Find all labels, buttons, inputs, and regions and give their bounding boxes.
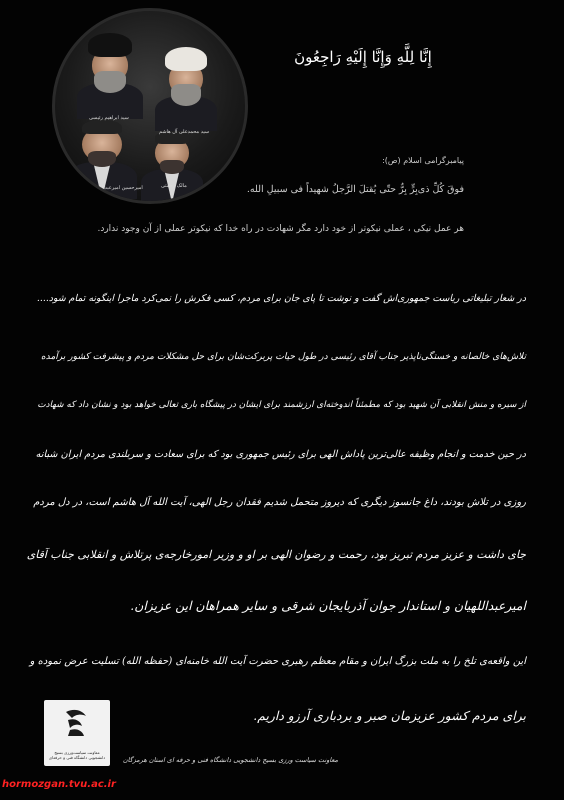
body-line-3: از سیره و منش انقلابی آن شهید بود که مطمئناً اندوخته‌ای ارزشمند برای ایشان در پیشگاه باری تعالی خواهد بود و نشان داد که شهادت: [37, 400, 526, 410]
photo-caption-2: سید محمدعلی آل هاشم: [159, 129, 210, 135]
body-line-4: در حین خدمت و انجام وظیفه عالی‌ترین پاداش الهی برای رئیس جمهوری بود که برای سعادت و سربلندی مردم ایران شبانه: [35, 449, 526, 460]
photo-caption-3: امیرحسین امیرعبداللهیان: [91, 185, 143, 191]
footer-url[interactable]: hormozgan.tvu.ac.ir: [2, 779, 116, 790]
portrait-raisi: [77, 33, 143, 119]
hadith-persian: هر عمل نیکی ، عملی نیکوتر از خود دارد مگر شهادت در راه خدا که نیکوتر عملی از آن وجود ندارد.: [97, 224, 464, 234]
basij-logo: [44, 700, 110, 766]
logo-emblem-icon: [60, 708, 92, 738]
photo-caption-4: مالک رحمتی: [161, 183, 187, 189]
body-line-8: این واقعه‌ی تلخ را به ملت بزرگ ایران و مقام معظم رهبری حضرت آیت الله خامنه‌ای (حفظه الله) تسلیت عرض نموده و: [29, 656, 526, 667]
portrait-rahmati: [141, 123, 203, 203]
logo-text: معاونت سیاست‌ورزی بسیج دانشجویی دانشگاه فنی و حرفه‌ای: [48, 750, 106, 760]
body-line-6: جای داشت و عزیز مردم تبریز بود، رحمت و رضوان الهی بر او و وزیر امورخارجه‌ی پرتلاش و انقلابی جناب آقای: [26, 548, 526, 561]
body-line-1: در شعار تبلیغاتی ریاست جمهوری‌اش گفت و نوشت تا پای جان برای مردم، کسی فکرش را نمی‌کرد ماجرا اینگونه تمام شود....: [36, 293, 526, 304]
body-line-5: روزی در تلاش بودند، داغ جانسوز دیگری که دیروز متحمل شدیم فقدان رجل الهی، آیت الله آل هاشم است، در دل مردم: [33, 497, 526, 508]
martyrs-photo-circle: [52, 8, 248, 204]
hadith-source: پیامبرگرامی اسلام (ص):: [382, 156, 464, 165]
body-line-9: برای مردم کشور عزیزمان صبر و بردباری آرزو داریم.: [253, 708, 526, 723]
quran-verse: إِنَّا لِلَّهِ وَإِنَّا إِلَيْهِ رَاجِعُونَ: [294, 48, 432, 66]
photo-caption-1: سید ابراهیم رئیسی: [89, 115, 129, 121]
hadith-arabic: فوقَ کُلِّ ذی‌بِرٍّ بِرٌّ حتّی یُقتلَ الرَّجلُ شهیداً فی سبیلِ الله.: [246, 184, 464, 195]
body-line-7: امیرعبداللهیان و استاندار جوان آذربایجان شرقی و سایر همراهان این عزیزان.: [130, 598, 526, 613]
body-line-2: تلاش‌های خالصانه و خستگی‌ناپذیر جناب آقای رئیسی در طول حیات پربرکت‌شان برای حل مشکلات مردم و پیشرفت کشور برآمده: [40, 352, 526, 362]
portrait-al-hashem: [155, 47, 217, 131]
signature: معاونت سیاست ورزی بسیج دانشجویی دانشگاه فنی و حرفه ای استان هرمزگان: [122, 756, 338, 764]
